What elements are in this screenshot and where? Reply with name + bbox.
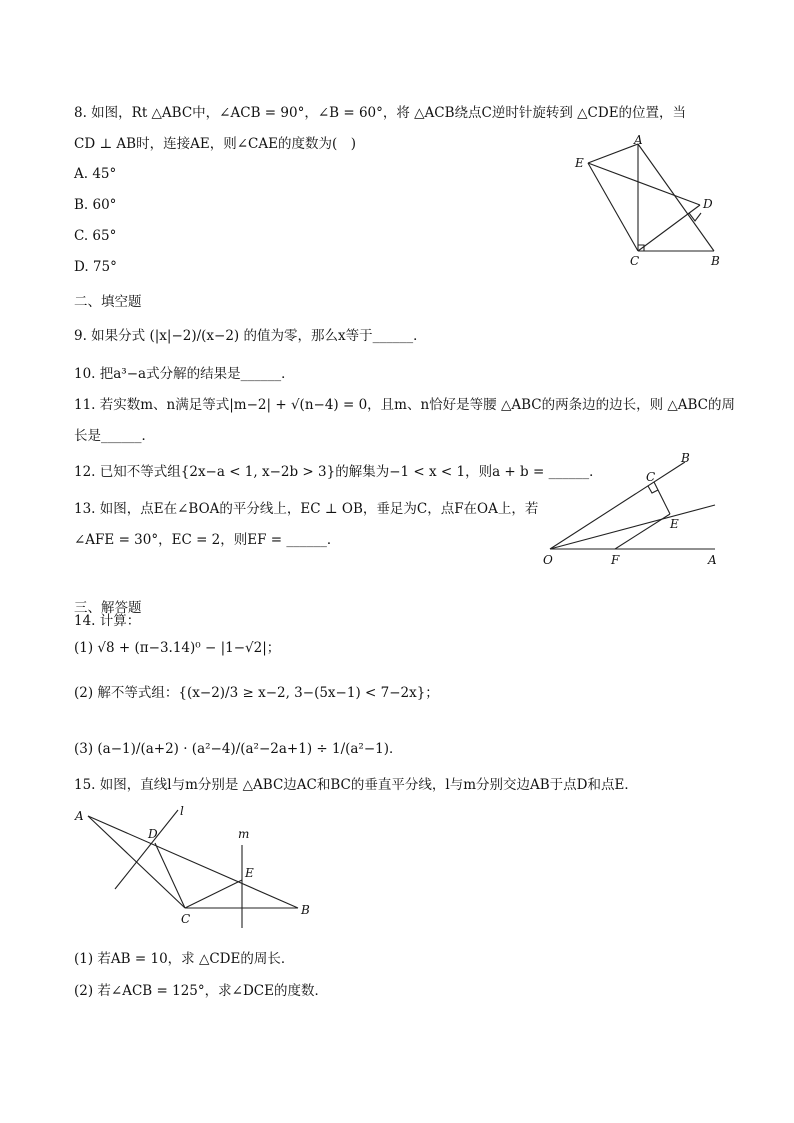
q13-label-e: E xyxy=(670,517,679,531)
q13-line2: ∠AFE = 30°，EC = 2，则EF = ______． xyxy=(74,532,341,548)
q15-label-e: E xyxy=(245,866,254,880)
q8-label-c: C xyxy=(630,254,640,268)
q15-label-m: m xyxy=(238,827,250,841)
q13-label-f: F xyxy=(611,553,620,567)
q14-part2: (2) 解不等式组：{(x−2)/3 ≥ x−2, 3−(5x−1) < 7−2x}； xyxy=(74,685,439,701)
section-fill-in: 二、填空题 xyxy=(74,294,142,310)
q10: 10. 把a³−a式分解的结果是______． xyxy=(74,366,295,382)
q14-part1: (1) √8 + (π−3.14)⁰ − |1−√2|； xyxy=(74,640,281,656)
q15-part2: (2) 若∠ACB = 125°，求∠DCE的度数． xyxy=(74,983,328,999)
q8-figure xyxy=(568,135,728,270)
q8-line2: CD ⊥ AB时，连接AE，则∠CAE的度数为( ) xyxy=(74,136,356,152)
q8-label-e: E xyxy=(575,156,584,170)
q15-label-d: D xyxy=(148,827,158,841)
q15-label-l: l xyxy=(180,804,184,818)
q15-line1: 15. 如图，直线l与m分别是 △ABC边AC和BC的垂直平分线，l与m分别交边AB于点D和点E． xyxy=(74,777,638,793)
section-solve: 三、解答题 xyxy=(74,600,142,616)
q15-figure xyxy=(70,800,320,930)
q13-figure xyxy=(540,450,730,570)
q13-line1: 13. 如图，点E在∠BOA的平分线上，EC ⊥ OB，垂足为C，点F在OA上，若 xyxy=(74,501,539,517)
q11-line2: 长是______． xyxy=(74,428,155,444)
q8-line1: 8. 如图，Rt △ABC中，∠ACB = 90°，∠B = 60°，将 △ACB绕点C逆时针旋转到 △CDE的位置，当 xyxy=(74,105,687,121)
q12: 12. 已知不等式组{2x−a < 1, x−2b > 3}的解集为−1 < x < 1，则a + b = ______． xyxy=(74,464,603,480)
q14-part3: (3) (a−1)/(a+2) · (a²−4)/(a²−2a+1) ÷ 1/(a²−1)． xyxy=(74,741,403,757)
q8-label-d: D xyxy=(703,197,713,211)
q13-label-c: C xyxy=(646,470,656,484)
q13-label-a: A xyxy=(708,553,717,567)
q15-part1: (1) 若AB = 10，求 △CDE的周长． xyxy=(74,951,295,967)
q15-label-a: A xyxy=(75,809,84,823)
q8-option-c: C. 65° xyxy=(74,228,117,244)
q11-line1: 11. 若实数m、n满足等式|m−2| + √(n−4) = 0，且m、n恰好是等腰 △ABC的两条边的边长，则 △ABC的周 xyxy=(74,397,736,413)
q13-label-b: B xyxy=(681,451,690,465)
q8-option-a: A. 45° xyxy=(74,166,117,182)
q15-label-b: B xyxy=(301,903,310,917)
q8-label-b: B xyxy=(711,254,720,268)
q9: 9. 如果分式 (|x|−2)/(x−2) 的值为零，那么x等于______． xyxy=(74,328,427,344)
q15-label-c: C xyxy=(181,912,191,926)
q13-label-o: O xyxy=(543,553,553,567)
q8-option-b: B. 60° xyxy=(74,197,117,213)
q8-option-d: D. 75° xyxy=(74,259,117,275)
q8-label-a: A xyxy=(634,133,643,147)
q14-title: 14. 计算： xyxy=(74,613,141,629)
